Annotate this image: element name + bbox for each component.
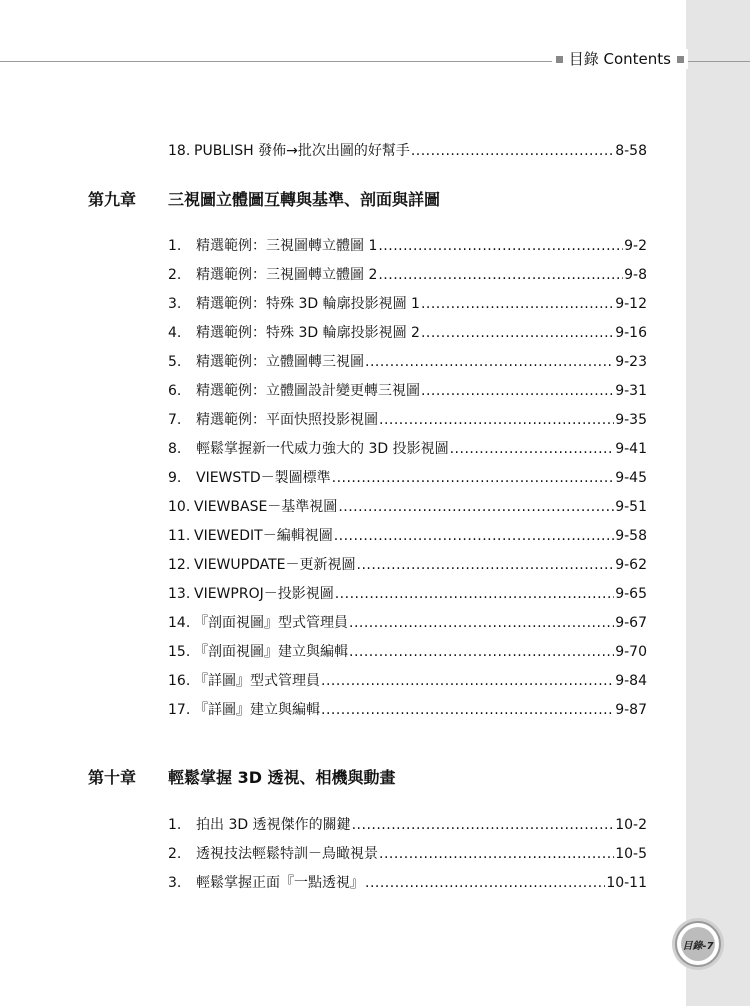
entry-title: 精選範例：立體圖轉三視圖 — [196, 354, 364, 370]
dot-leader — [335, 586, 615, 602]
entry-number: 13. — [168, 586, 191, 602]
entry-title: VIEWSTD－製圖標準 — [196, 470, 331, 486]
entry-number: 18. — [168, 143, 191, 159]
toc-entry[interactable] — [168, 409, 647, 429]
entry-page: 9-12 — [615, 296, 647, 312]
entry-title: PUBLISH 發佈→批次出圖的好幫手 — [194, 143, 410, 159]
toc-entry[interactable] — [168, 293, 647, 313]
entry-page: 8-58 — [615, 143, 647, 159]
dot-leader — [378, 238, 623, 254]
entry-title: 精選範例：平面快照投影視圖 — [196, 412, 378, 428]
toc-entry[interactable] — [168, 814, 647, 834]
dot-leader — [379, 846, 614, 862]
entry-number: 7. — [168, 412, 182, 428]
dot-leader — [349, 644, 614, 660]
entry-number: 12. — [168, 557, 191, 573]
toc-entry[interactable] — [168, 496, 647, 516]
entry-title: 輕鬆掌握新一代威力強大的 3D 投影視圖 — [196, 441, 449, 457]
dot-leader — [450, 441, 615, 457]
chapter-label: 第九章 — [88, 190, 137, 209]
entry-page: 9-65 — [615, 586, 647, 602]
entry-title: 『剖面視圖』建立與編輯 — [194, 644, 348, 660]
dot-leader — [321, 673, 614, 689]
toc-entry[interactable] — [168, 699, 647, 719]
dot-leader — [357, 557, 615, 573]
entry-title: 『詳圖』建立與編輯 — [194, 702, 320, 718]
dot-leader — [365, 875, 605, 891]
dot-leader — [379, 412, 614, 428]
toc-entry[interactable] — [168, 322, 647, 342]
toc-entry[interactable] — [168, 670, 647, 690]
entry-page: 10-5 — [615, 846, 647, 862]
entry-number: 3. — [168, 875, 182, 891]
chapter-title[interactable]: 輕鬆掌握 3D 透視、相機與動畫 — [168, 768, 396, 787]
entry-page: 9-8 — [624, 267, 647, 283]
dot-leader — [338, 499, 614, 515]
entry-title: 精選範例：三視圖轉立體圖 1 — [196, 238, 378, 254]
entry-title: 『詳圖』型式管理員 — [194, 673, 320, 689]
square-bullet-icon — [677, 56, 684, 63]
entry-page: 9-58 — [615, 528, 647, 544]
toc-entry[interactable] — [168, 380, 647, 400]
toc-entry[interactable] — [168, 872, 647, 892]
entry-number: 5. — [168, 354, 182, 370]
toc-entry[interactable] — [168, 235, 647, 255]
dot-leader — [421, 383, 614, 399]
toc-entry[interactable] — [168, 351, 647, 371]
entry-page: 10-2 — [615, 817, 647, 833]
entry-page: 9-62 — [615, 557, 647, 573]
dot-leader — [334, 528, 615, 544]
entry-number: 17. — [168, 702, 191, 718]
dot-leader — [421, 296, 614, 312]
entry-number: 2. — [168, 267, 182, 283]
entry-title: 輕鬆掌握正面『一點透視』 — [196, 875, 364, 891]
entry-title: 精選範例：特殊 3D 輪廓投影視圖 2 — [196, 325, 420, 341]
toc-entry[interactable] — [168, 641, 647, 661]
entry-page: 9-41 — [615, 441, 647, 457]
entry-title: VIEWPROJ－投影視圖 — [194, 586, 334, 602]
page-number: 目錄-7 — [681, 927, 715, 961]
entry-title: 精選範例：特殊 3D 輪廓投影視圖 1 — [196, 296, 420, 312]
entry-page: 9-16 — [615, 325, 647, 341]
entry-page: 9-45 — [615, 470, 647, 486]
toc-entry[interactable] — [168, 612, 647, 632]
dot-leader — [421, 325, 614, 341]
chapter-title[interactable]: 三視圖立體圖互轉與基準、剖面與詳圖 — [168, 190, 441, 209]
right-margin-band — [686, 0, 750, 1006]
entry-number: 9. — [168, 470, 182, 486]
entry-page: 9-31 — [615, 383, 647, 399]
entry-number: 10. — [168, 499, 191, 515]
toc-entry[interactable] — [168, 525, 647, 545]
entry-page: 9-67 — [615, 615, 647, 631]
entry-number: 3. — [168, 296, 182, 312]
toc-entry[interactable] — [168, 554, 647, 574]
toc-entry[interactable] — [168, 843, 647, 863]
header-title: 目錄 Contents — [568, 50, 671, 68]
toc-entry[interactable] — [168, 264, 647, 284]
entry-title: 透視技法輕鬆特訓－鳥瞰視景 — [196, 846, 378, 862]
dot-leader — [411, 143, 614, 159]
dot-leader — [365, 354, 614, 370]
entry-number: 2. — [168, 846, 182, 862]
dot-leader — [349, 615, 614, 631]
dot-leader — [378, 267, 623, 283]
chapter-label: 第十章 — [88, 768, 137, 787]
entry-page: 9-84 — [615, 673, 647, 689]
entry-number: 16. — [168, 673, 191, 689]
page-number-badge — [675, 921, 721, 967]
square-bullet-icon — [556, 56, 563, 63]
toc-entry[interactable] — [168, 467, 647, 487]
entry-page: 10-11 — [606, 875, 647, 891]
toc-entry[interactable] — [168, 140, 647, 160]
entry-page: 9-70 — [615, 644, 647, 660]
entry-page: 9-23 — [615, 354, 647, 370]
entry-title: VIEWEDIT－編輯視圖 — [194, 528, 333, 544]
dot-leader — [352, 817, 615, 833]
entry-title: VIEWUPDATE－更新視圖 — [194, 557, 356, 573]
entry-number: 1. — [168, 817, 182, 833]
entry-number: 11. — [168, 528, 191, 544]
entry-number: 8. — [168, 441, 182, 457]
entry-page: 9-87 — [615, 702, 647, 718]
entry-page: 9-2 — [624, 238, 647, 254]
entry-title: VIEWBASE－基準視圖 — [194, 499, 338, 515]
entry-number: 14. — [168, 615, 191, 631]
entry-page: 9-35 — [615, 412, 647, 428]
dot-leader — [332, 470, 615, 486]
entry-title: 精選範例：立體圖設計變更轉三視圖 — [196, 383, 420, 399]
entry-title: 精選範例：三視圖轉立體圖 2 — [196, 267, 378, 283]
entry-number: 15. — [168, 644, 191, 660]
entry-title: 拍出 3D 透視傑作的關鍵 — [196, 817, 351, 833]
entry-page: 9-51 — [615, 499, 647, 515]
toc-entry[interactable] — [168, 583, 647, 603]
toc-entry[interactable] — [168, 438, 647, 458]
entry-number: 6. — [168, 383, 182, 399]
running-header — [552, 49, 688, 69]
entry-number: 4. — [168, 325, 182, 341]
entry-title: 『剖面視圖』型式管理員 — [194, 615, 348, 631]
dot-leader — [321, 702, 614, 718]
entry-number: 1. — [168, 238, 182, 254]
